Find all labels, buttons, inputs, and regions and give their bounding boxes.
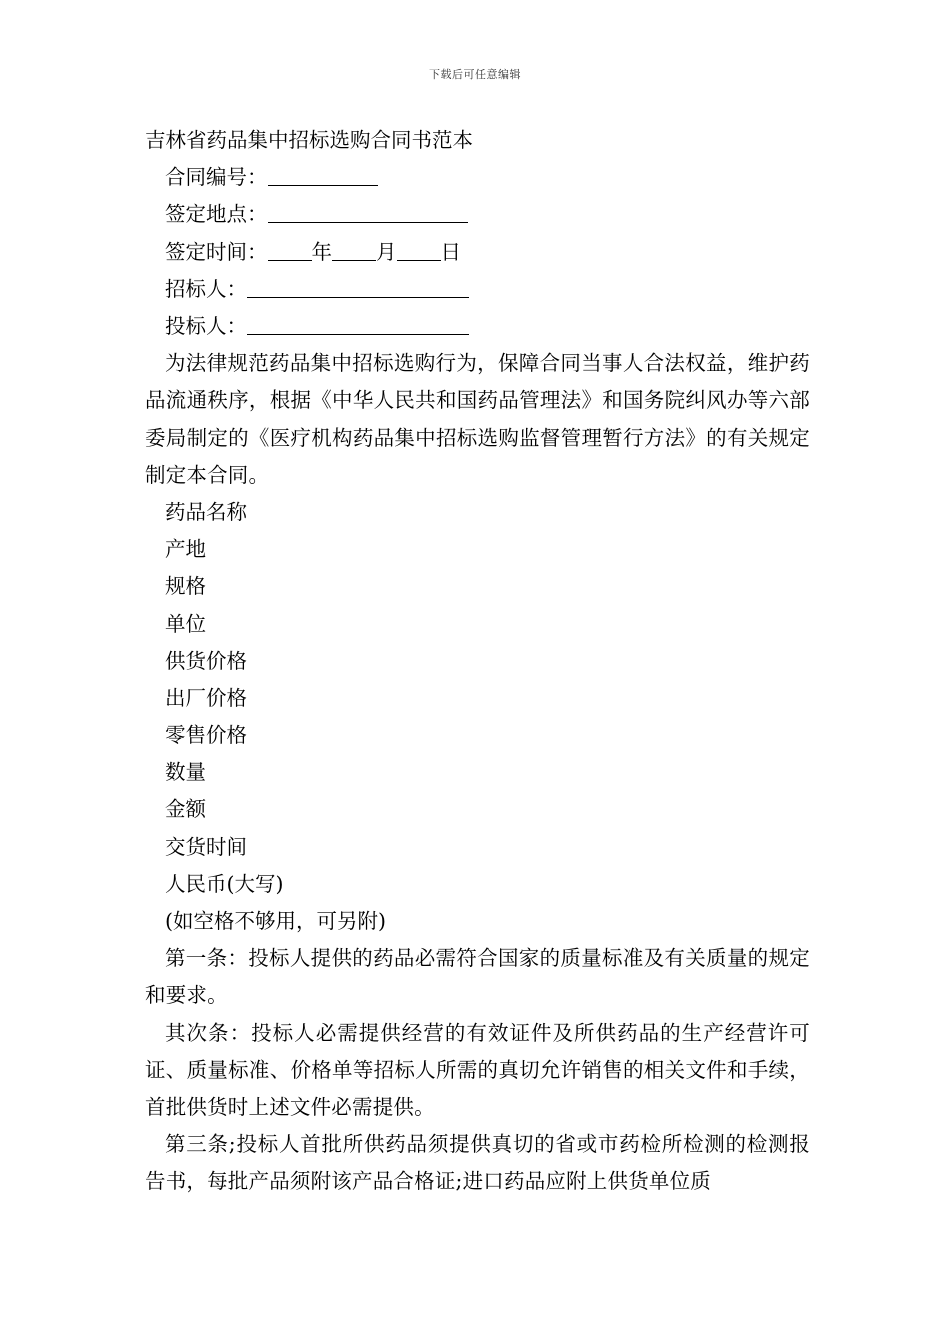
clause-2: 其次条：投标人必需提供经营的有效证件及所供药品的生产经营许可证、质量标准、价格单等招标人所需的真切允许销售的相关文件和手续，首批供货时上述文件必需提供。 bbox=[145, 1020, 810, 1119]
table-field: 人民币(大写) bbox=[165, 871, 284, 896]
table-field: 零售价格 bbox=[165, 723, 247, 748]
header-note: 下载后可任意编辑 bbox=[429, 68, 521, 81]
month-blank bbox=[332, 236, 376, 261]
table-field: 单位 bbox=[165, 611, 206, 636]
contract-number-label: 合同编号： bbox=[165, 165, 268, 190]
table-field: 供货价格 bbox=[165, 648, 247, 673]
month-label: 月 bbox=[376, 239, 397, 264]
sign-time-line bbox=[145, 234, 810, 271]
sign-place-line bbox=[145, 196, 810, 233]
contract-number-line bbox=[145, 159, 810, 196]
clause-1: 第一条：投标人提供的药品必需符合国家的质量标准及有关质量的规定和要求。 bbox=[145, 946, 810, 1008]
table-field: 交货时间 bbox=[165, 834, 247, 859]
bidder-label: 投标人： bbox=[165, 313, 247, 338]
table-field: 规格 bbox=[165, 574, 206, 599]
document-body bbox=[145, 122, 810, 1201]
tenderer-blank bbox=[247, 273, 469, 298]
table-field: 出厂价格 bbox=[165, 685, 247, 710]
sign-place-label: 签定地点： bbox=[165, 202, 268, 227]
bidder-blank bbox=[247, 310, 469, 335]
year-label: 年 bbox=[311, 239, 332, 264]
contract-number-blank bbox=[268, 161, 378, 186]
year-blank bbox=[268, 236, 312, 261]
day-blank bbox=[397, 236, 441, 261]
tenderer-label: 招标人： bbox=[165, 276, 247, 301]
clause-3: 第三条;投标人首批所供药品须提供真切的省或市药检所检测的检测报告书，每批产品须附该产品合格证;进口药品应附上供货单位质 bbox=[145, 1132, 810, 1194]
table-field: 药品名称 bbox=[165, 499, 247, 524]
attachment-note: (如空格不够用，可另附) bbox=[165, 909, 386, 933]
table-field: 金额 bbox=[165, 797, 206, 822]
sign-time-label: 签定时间： bbox=[165, 239, 268, 264]
day-label: 日 bbox=[440, 239, 461, 264]
document-title: 吉林省药品集中招标选购合同书范本 bbox=[145, 128, 473, 152]
tenderer-line bbox=[145, 271, 810, 308]
table-field: 数量 bbox=[165, 760, 206, 785]
table-field: 产地 bbox=[165, 537, 206, 562]
intro-paragraph: 为法律规范药品集中招标选购行为，保障合同当事人合法权益，维护药品流通秩序，根据《中华人民共和国药品管理法》和国务院纠风办等六部委局制定的《医疗机构药品集中招标选购监督管理暂行方法》的有关规定制定本合同。 bbox=[145, 351, 810, 487]
sign-place-blank bbox=[268, 198, 468, 223]
bidder-line bbox=[145, 308, 810, 345]
